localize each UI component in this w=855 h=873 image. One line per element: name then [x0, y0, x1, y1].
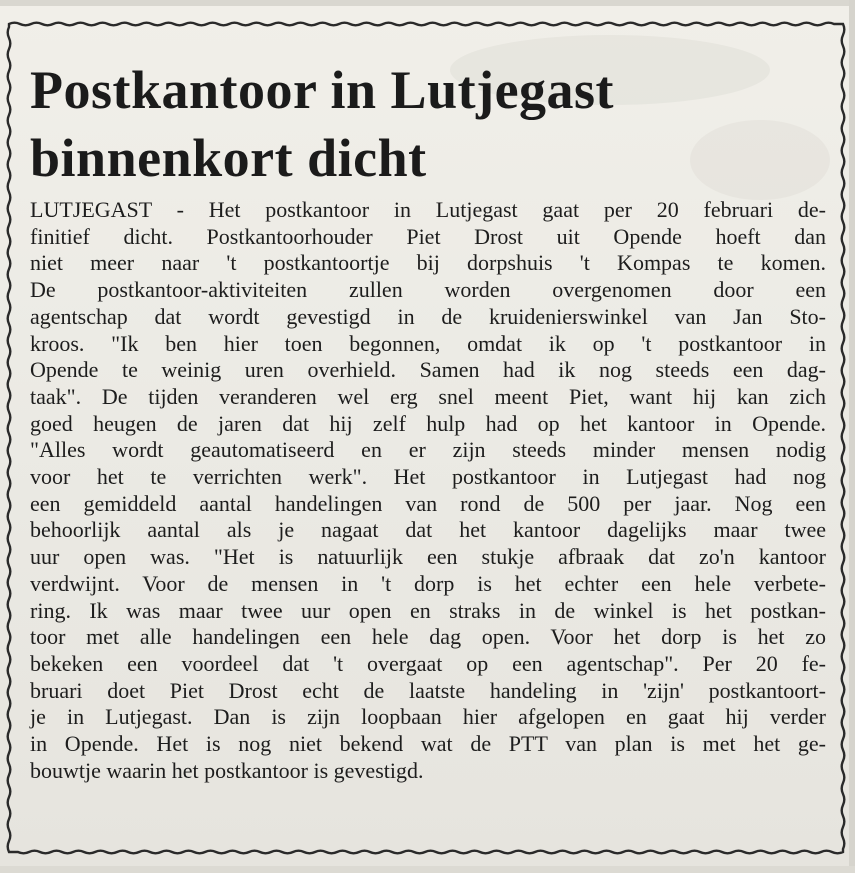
body-line: niet meer naar 't postkantoortje bij dorpshuis 't Kompas te komen.: [30, 250, 826, 276]
body-line: taak". De tijden veranderen wel erg snel meent Piet, want hij kan zich: [30, 383, 826, 409]
body-line: je in Lutjegast. Dan is zijn loopbaan hier afgelopen en gaat hij verder: [30, 704, 826, 730]
headline-line: Postkantoor in Lutjegast: [30, 60, 615, 120]
body-line: in Opende. Het is nog niet bekend wat de PTT van plan is met het ge-: [30, 731, 826, 757]
body-line: ring. Ik was maar twee uur open en straks in de winkel is het postkan-: [30, 597, 826, 623]
body-line: bruari doet Piet Drost echt de laatste handeling in 'zijn' postkantoort-: [30, 677, 826, 703]
article-body: [30, 197, 826, 784]
body-line: bouwtje waarin het postkantoor is gevestigd.: [30, 757, 424, 783]
body-line: uur open was. "Het is natuurlijk een stukje afbraak dat zo'n kantoor: [30, 544, 826, 570]
body-line: verdwijnt. Voor de mensen in 't dorp is het echter een hele verbete-: [30, 570, 826, 596]
body-line: De postkantoor-aktiviteiten zullen worden overgenomen door een: [30, 277, 826, 303]
headline: [30, 56, 810, 192]
body-line: agentschap dat wordt gevestigd in de kruidenierswinkel van Jan Sto-: [30, 303, 826, 329]
body-line: LUTJEGAST - Het postkantoor in Lutjegast gaat per 20 februari de-: [30, 197, 826, 222]
body-line: een gemiddeld aantal handelingen van rond de 500 per jaar. Nog een: [30, 490, 826, 516]
body-line: "Alles wordt geautomatiseerd en er zijn steeds minder mensen nodig: [30, 437, 826, 463]
body-line: Opende te weinig uren overhield. Samen had ik nog steeds een dag-: [30, 357, 826, 383]
body-line: toor met alle handelingen een hele dag open. Voor het dorp is het zo: [30, 624, 826, 650]
headline-line: binnenkort dicht: [30, 128, 427, 188]
body-line: finitief dicht. Postkantoorhouder Piet Drost uit Opende hoeft dan: [30, 223, 826, 249]
body-line: bekeken een voordeel dat 't overgaat op een agentschap". Per 20 fe-: [30, 650, 826, 676]
body-line: goed heugen de jaren dat hij zelf hulp had op het kantoor in Opende.: [30, 410, 826, 436]
body-line: behoorlijk aantal als je nagaat dat het kantoor dagelijks maar twee: [30, 517, 826, 543]
body-line: voor het te verrichten werk". Het postkantoor in Lutjegast had nog: [30, 464, 826, 490]
body-line: kroos. "Ik ben hier toen begonnen, omdat ik op 't postkantoor in: [30, 330, 826, 356]
